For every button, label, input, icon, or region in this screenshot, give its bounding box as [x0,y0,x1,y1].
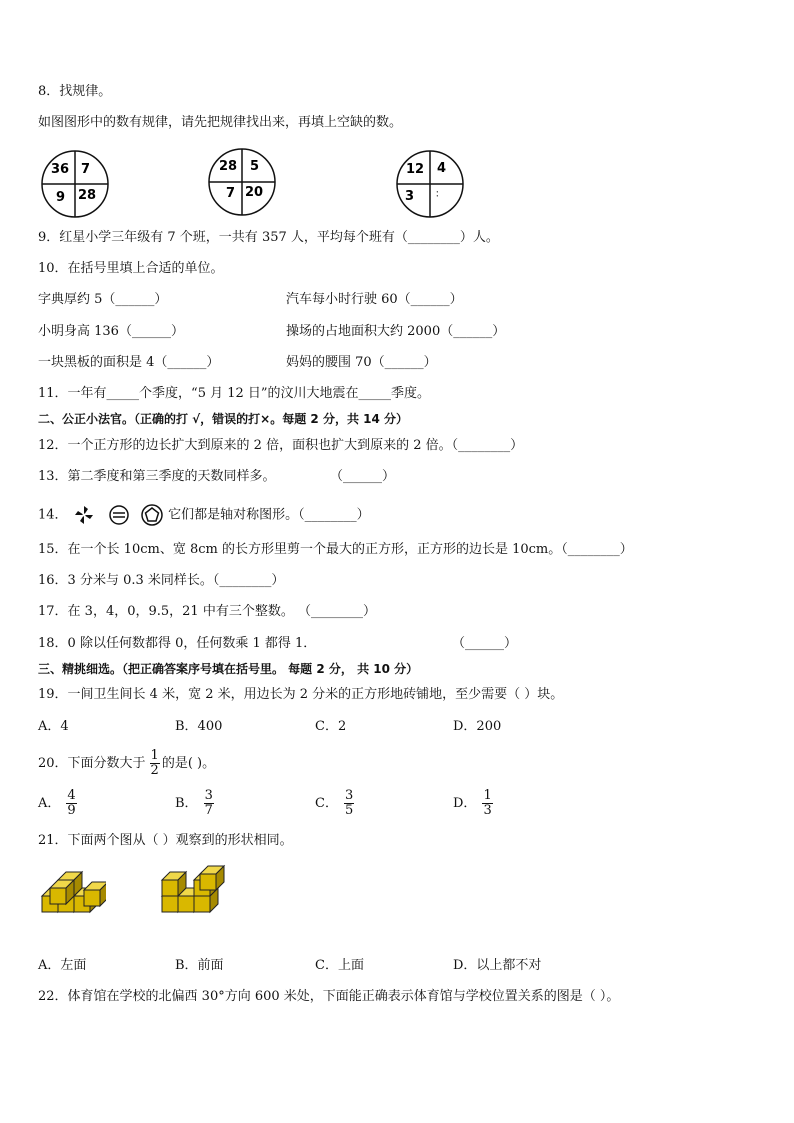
q8-title: 8．找规律。 [38,84,112,99]
q13: 13．第二季度和第三季度的天数同样多。 [38,469,276,484]
fraction: $\frac{1}{3}$ [483,788,492,818]
q19-option-a: A．4 [38,719,69,734]
cube-figure-1 [40,862,106,914]
q18: 18．0 除以任何数都得 0，任何数乘 1 都得 1． [38,636,317,651]
cube-figure-2 [160,862,230,914]
circle3-top-left: 12 [406,162,425,177]
q21: 21．下面两个图从（ ）观察到的形状相同。 [38,833,293,848]
circle3-bottom-left: 3 [405,189,415,204]
q12: 12．一个正方形的边长扩大到原来的 2 倍，面积也扩大到原来的 2 倍。（________） [38,438,524,453]
q15: 15．在一个长 10cm、宽 8cm 的长方形里剪一个最大的正方形，正方形的边长是 10cm。（________） [38,542,633,557]
q20-pre: 20．下面分数大于 [38,756,146,771]
q19-option-c: C．2 [315,719,347,734]
q14-text: 它们都是轴对称图形。（________） [168,507,370,523]
q21-option-a: A．左面 [38,958,87,973]
q21-option-d: D．以上都不对 [453,958,542,973]
q13-blank: （______） [330,469,396,484]
pattern-circle-2 [207,146,279,218]
circle1-bottom-right: 28 [78,188,97,203]
q10-item: 一块黑板的面积是 4（______） [38,355,220,370]
q20-option-b: B． $\frac{3}{7}$ [175,788,213,818]
circle3-bottom-right: ： [435,189,445,200]
q10-item: 妈妈的腰围 70（______） [286,355,437,370]
q19: 19．一间卫生间长 4 米，宽 2 米，用边长为 2 分米的正方形地砖铺地，至少需要（ ）块。 [38,687,564,702]
circle2-top-right: 5 [250,159,260,174]
fraction: $\frac{4}{9}$ [67,788,76,818]
q18-blank: （______） [452,636,518,651]
q22: 22．体育馆在学校的北偏西 30°方向 600 米处，下面能正确表示体育馆与学校位置关系的图是（ ）。 [38,989,620,1004]
section-3-heading: 三、精挑细选。（把正确答案序号填在括号里。 每题 2 分， 共 10 分） [38,662,419,676]
q11: 11．一年有_____个季度，“5 月 12 日”的汶川大地震在_____季度。 [38,386,431,401]
q14 [38,503,370,527]
section-2-heading: 二、公正小法官。（正确的打 √，错误的打×。每题 2 分，共 14 分） [38,412,408,426]
q14-number: 14． [38,507,68,523]
q8-description: 如图图形中的数有规律，请先把规律找出来，再填上空缺的数。 [38,115,403,130]
fraction: $\frac{3}{7}$ [204,788,213,818]
q10-title: 10．在括号里填上合适的单位。 [38,261,224,276]
pentagon-in-circle-icon [140,503,164,527]
circle2-top-left: 28 [219,159,238,174]
q20-option-d: D． $\frac{1}{3}$ [453,788,492,818]
q21-option-c: C．上面 [315,958,364,973]
pinwheel-icon [72,503,96,527]
q10-item: 汽车每小时行驶 60（______） [286,292,463,307]
circle3-top-right: 4 [437,161,447,176]
q20-option-c: C． $\frac{3}{5}$ [315,788,354,818]
q10-item: 小明身高 136（______） [38,324,184,339]
circle2-bottom-left: 7 [226,186,236,201]
fraction: $\frac{3}{5}$ [344,788,354,818]
pattern-circle-1 [40,148,112,220]
circle1-top-right: 7 [81,162,91,177]
q21-option-b: B．前面 [175,958,224,973]
q20 [38,748,215,780]
q10-item: 字典厚约 5（______） [38,292,168,307]
pattern-circle-3 [395,148,467,220]
circle2-bottom-right: 20 [245,185,264,200]
circle1-bottom-left: 9 [56,190,66,205]
q19-option-d: D．200 [453,719,502,734]
q19-option-b: B．400 [175,719,223,734]
q10-item: 操场的占地面积大约 2000（______） [286,324,506,339]
q16: 16．3 分米与 0.3 米同样长。（________） [38,573,285,588]
fraction-half: $\frac{1}{2}$ [150,748,159,778]
q20-option-a: A． $\frac{4}{9}$ [38,788,76,818]
circle1-top-left: 36 [51,162,70,177]
q17: 17．在 3，4，0，9.5，21 中有三个整数。 （________） [38,604,376,619]
q9: 9．红星小学三年级有 7 个班，一共有 357 人，平均每个班有（________）人。 [38,230,499,245]
circle-bars-icon [108,504,130,526]
q20-post: 的是( )。 [161,756,216,771]
